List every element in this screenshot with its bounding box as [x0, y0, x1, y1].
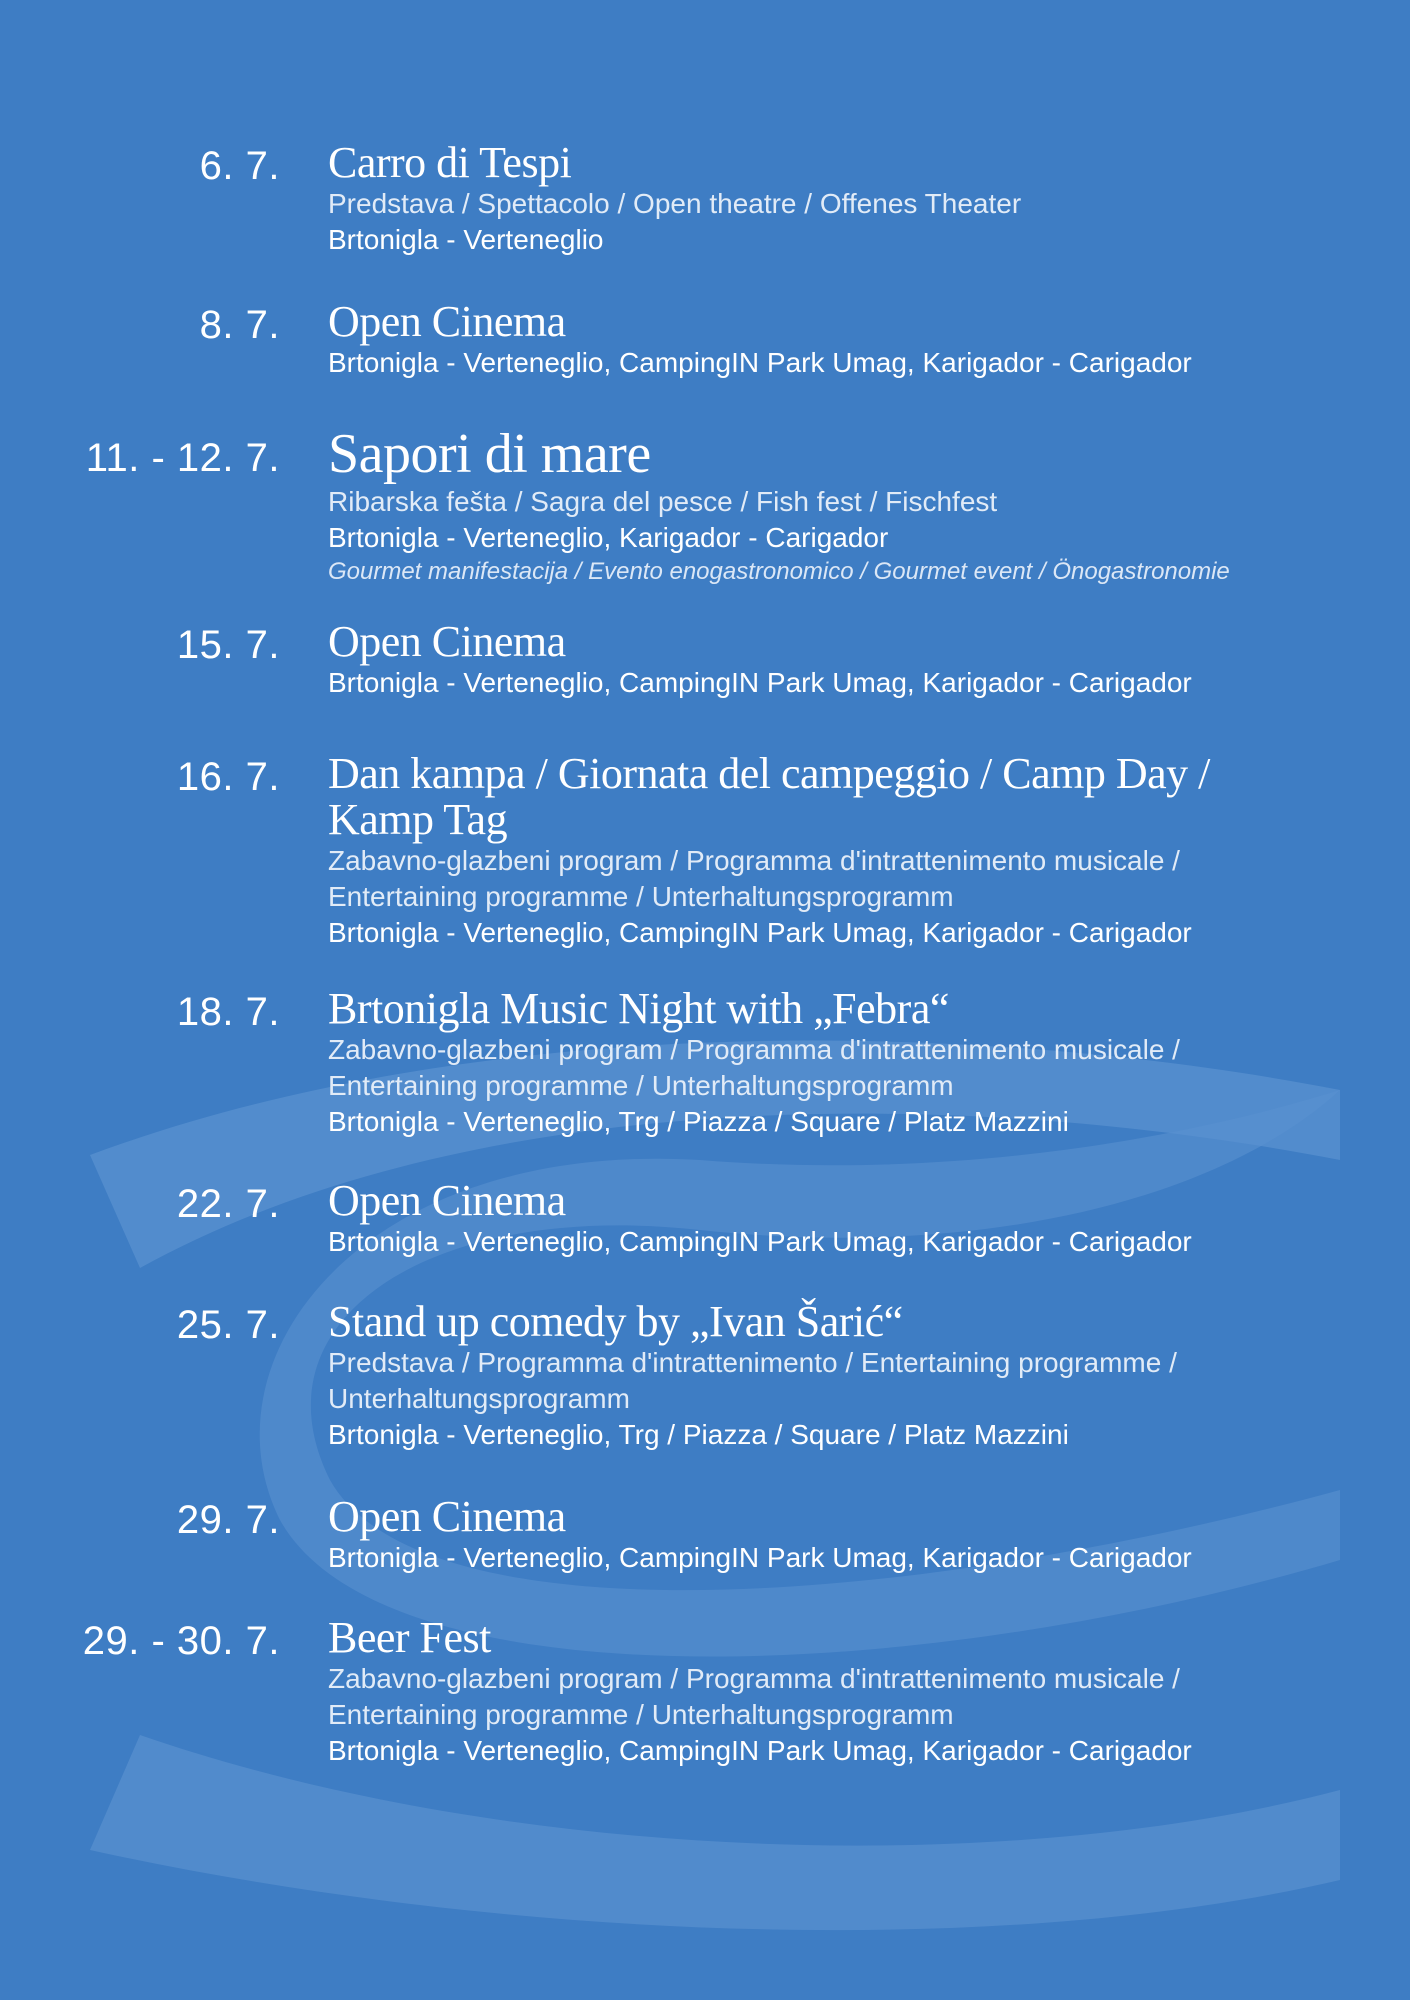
event-description: Zabavno-glazbeni program / Programma d'intrattenimento musicale / [328, 1034, 1180, 1065]
event-date: 11. - 12. 7. [85, 436, 280, 480]
event-title-continued: Kamp Tag [328, 795, 508, 844]
event-description-continued: Entertaining programme / Unterhaltungsprogramm [328, 1699, 954, 1730]
event-content [328, 1178, 1388, 1260]
event-content [328, 986, 1388, 1140]
event-content [328, 299, 1388, 381]
event-date: 18. 7. [176, 990, 280, 1034]
event-date: 22. 7. [176, 1182, 280, 1226]
event-location: Brtonigla - Verteneglio, Karigador - Carigador [328, 522, 889, 553]
event-description-continued: Entertaining programme / Unterhaltungsprogramm [328, 1070, 954, 1101]
event-description-continued: Unterhaltungsprogramm [328, 1383, 630, 1414]
event-location: Brtonigla - Verteneglio, CampingIN Park Umag, Karigador - Carigador [328, 1735, 1192, 1766]
event-title: Beer Fest [328, 1613, 491, 1662]
event-content [328, 619, 1388, 701]
event-content [328, 1615, 1388, 1769]
event-description: Zabavno-glazbeni program / Programma d'intrattenimento musicale / [328, 1663, 1180, 1694]
event-title: Carro di Tespi [328, 138, 572, 187]
event-location: Brtonigla - Verteneglio, CampingIN Park Umag, Karigador - Carigador [328, 347, 1192, 378]
event-location: Brtonigla - Verteneglio, CampingIN Park Umag, Karigador - Carigador [328, 917, 1192, 948]
event-date: 16. 7. [176, 755, 280, 799]
event-location: Brtonigla - Verteneglio, Trg / Piazza / Square / Platz Mazzini [328, 1106, 1069, 1137]
event-location: Brtonigla - Verteneglio, CampingIN Park Umag, Karigador - Carigador [328, 1226, 1192, 1257]
event-date: 29. 7. [176, 1498, 280, 1542]
event-location: Brtonigla - Verteneglio, CampingIN Park Umag, Karigador - Carigador [328, 667, 1192, 698]
event-date: 29. - 30. 7. [82, 1619, 280, 1663]
event-description: Zabavno-glazbeni program / Programma d'intrattenimento musicale / [328, 845, 1180, 876]
event-location: Brtonigla - Verteneglio, Trg / Piazza / Square / Platz Mazzini [328, 1419, 1069, 1450]
event-title: Open Cinema [328, 617, 566, 666]
event-description: Predstava / Programma d'intrattenimento / Entertaining programme / [328, 1347, 1177, 1378]
event-title: Brtonigla Music Night with „Febra“ [328, 984, 949, 1033]
event-date: 15. 7. [176, 623, 280, 667]
event-date: 6. 7. [199, 144, 280, 188]
event-content [328, 1494, 1388, 1576]
event-title: Sapori di mare [328, 423, 651, 485]
event-date: 25. 7. [176, 1303, 280, 1347]
event-title: Open Cinema [328, 1492, 566, 1541]
event-content [328, 140, 1388, 258]
event-location: Brtonigla - Verteneglio, CampingIN Park Umag, Karigador - Carigador [328, 1542, 1192, 1573]
event-content [328, 1299, 1388, 1453]
event-title: Open Cinema [328, 297, 566, 346]
event-title: Open Cinema [328, 1176, 566, 1225]
event-note: Gourmet manifestacija / Evento enogastronomico / Gourmet event / Önogastronomie [328, 558, 1230, 585]
event-content [328, 424, 1388, 588]
event-date: 8. 7. [199, 303, 280, 347]
event-location: Brtonigla - Verteneglio [328, 224, 604, 255]
event-title: Dan kampa / Giornata del campeggio / Camp Day / [328, 749, 1210, 798]
event-title: Stand up comedy by „Ivan Šarić“ [328, 1297, 903, 1346]
event-description: Predstava / Spettacolo / Open theatre / Offenes Theater [328, 188, 1022, 219]
event-description: Ribarska fešta / Sagra del pesce / Fish fest / Fischfest [328, 486, 998, 517]
event-content [328, 751, 1388, 951]
event-description-continued: Entertaining programme / Unterhaltungsprogramm [328, 881, 954, 912]
